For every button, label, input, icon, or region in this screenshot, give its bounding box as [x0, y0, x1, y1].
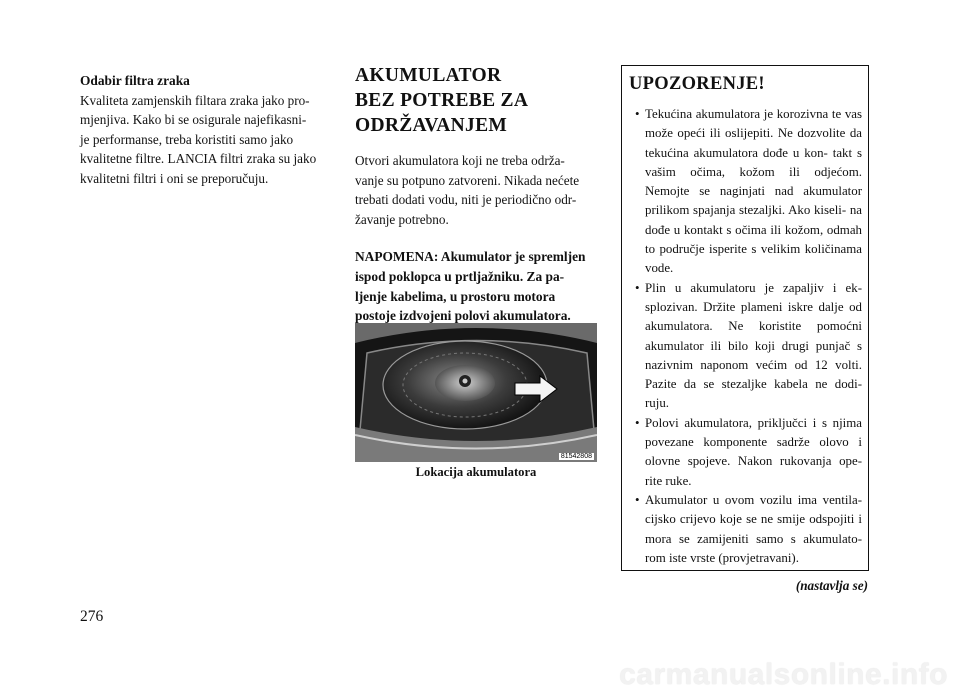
page-number: 276 [80, 608, 104, 625]
text-line: kvalitetne filtre. LANCIA filtri zraka su jako [80, 151, 317, 167]
section-title-line: ODRŽAVANJEM [355, 115, 508, 136]
warning-item [628, 105, 862, 279]
warning-line: količinama vode. [645, 242, 862, 276]
left-column [80, 71, 322, 189]
warning-line: povezane komponente sadrže olovo i [645, 435, 862, 450]
warning-list [628, 105, 862, 568]
air-filter-text [80, 91, 322, 189]
warning-item [628, 279, 862, 414]
warning-line: Akumulator u ovom vozilu ima ventila- [645, 492, 862, 507]
warning-item [628, 414, 862, 491]
middle-column [355, 63, 597, 326]
bullet-icon: • [635, 107, 640, 121]
right-column [621, 65, 869, 594]
warning-line: Plin u akumulatoru je zapaljiv i ek- [645, 280, 862, 295]
warning-line: nazivnim naponom većim od 12 volti. [645, 357, 862, 372]
text-line: trebati dodati vodu, niti je periodično odr- [355, 192, 577, 208]
figure-id: 81542808 [560, 453, 592, 460]
warning-line: od akumulatora. Ne koristite pomoćni [645, 299, 862, 334]
warning-line: odmah to područje isperite s velikim [645, 222, 862, 257]
warning-line: vas može opeći ili oslijepiti. Ne dozvolite [645, 107, 862, 141]
note-paragraph [355, 247, 597, 325]
note-line: ljenje kabelima, u prostoru motora [355, 288, 556, 304]
warning-line: akumulator ili bilo koji drugi punjač s [645, 338, 862, 353]
continued-note: (nastavlja se) [795, 578, 868, 594]
section-title-line: BEZ POTREBE ZA [355, 90, 529, 111]
warning-line: takt s vašim očima, kožom ili odjećom. [645, 145, 862, 179]
warning-item [628, 491, 862, 568]
warning-line: cijsko crijevo koje se ne smije odspojiti i [645, 512, 862, 527]
bullet-icon: • [635, 492, 640, 507]
text-line: Otvori akumulatora koji ne treba održa- [355, 153, 565, 168]
warning-line: rite ruke. [645, 473, 692, 488]
figure-caption: Lokacija akumulatora [415, 465, 537, 479]
watermark: carmanualsonline.info [619, 658, 948, 691]
warning-line: da tekućina akumulatora dođe u kon- [645, 126, 862, 160]
warning-line: rom iste vrste (provjetravani). [645, 550, 799, 565]
note-line: postoje izdvojeni polovi akumulatora. [355, 308, 571, 324]
air-filter-subheading: Odabir filtra zraka [80, 73, 190, 88]
text-line: vanje su potpuno zatvoreni. Nikada nećete [355, 172, 580, 188]
section-title-line: AKUMULATOR [355, 65, 502, 86]
battery-paragraph [355, 151, 597, 229]
warning-title: UPOZORENJE! [629, 74, 765, 94]
warning-box [621, 65, 869, 571]
note-line: ispod poklopca u prtljažniku. Za pa- [355, 268, 565, 284]
section-title [355, 63, 597, 138]
warning-line: Nemojte se naginjati nad akumulator [645, 184, 862, 199]
warning-line: ruju. [645, 396, 669, 411]
warning-line: Pazite da se stezaljke kabela ne dodi- [645, 377, 862, 392]
text-line: kvalitetni filtri i oni se preporučuju. [80, 170, 269, 186]
text-line: je performanse, treba koristiti samo jako [80, 131, 294, 147]
text-line: Kvaliteta zamjenskih filtara zraka jako pro- [80, 92, 310, 108]
bullet-icon: • [635, 415, 640, 430]
trunk-illustration [355, 323, 597, 462]
warning-line: prilikom spajanja stezaljki. Ako kiseli- [645, 203, 850, 218]
battery-location-photo [355, 323, 597, 462]
warning-line: splozivan. Držite plameni iskre dalje [645, 299, 850, 314]
text-line: mjenjiva. Kako bi se osigurale najefikasni- [80, 112, 307, 128]
warning-line: na dođe u kontakt s očima ili kožom, [645, 203, 862, 237]
warning-line: mora se zamijeniti samo s akumulato- [645, 531, 862, 546]
text-line: žavanje potrebno. [355, 211, 449, 227]
note-line: NAPOMENA: Akumulator je spremljen [355, 249, 586, 265]
warning-line: Polovi akumulatora, priključci i s njima [645, 415, 862, 430]
bullet-icon: • [635, 280, 640, 295]
warning-line: olovne spojeve. Nakon rukovanja ope- [645, 454, 862, 469]
warning-line: Tekućina akumulatora je korozivna te [645, 107, 845, 121]
